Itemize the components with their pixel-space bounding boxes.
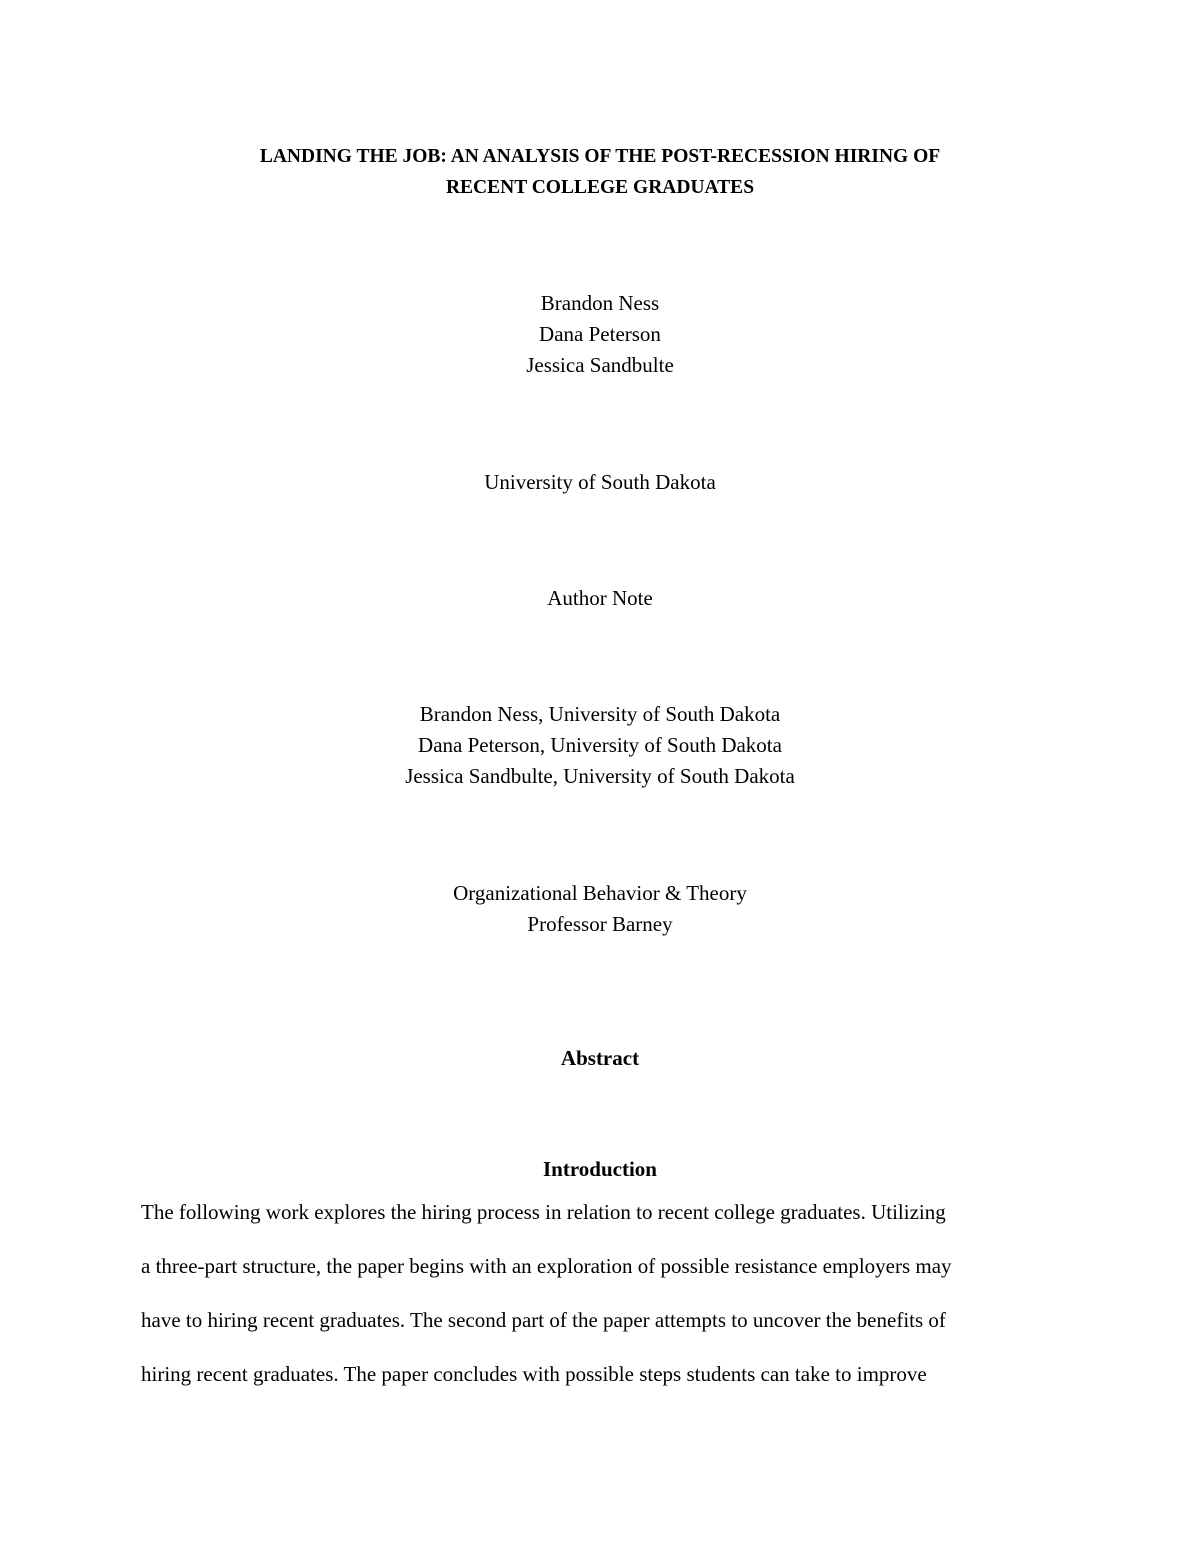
institution: University of South Dakota bbox=[484, 470, 716, 494]
author-note-line: Brandon Ness, University of South Dakota bbox=[419, 702, 781, 726]
course-name: Organizational Behavior & Theory bbox=[453, 881, 747, 905]
paragraph-line: have to hiring recent graduates. The second part of the paper attempts to uncover the benefits of bbox=[141, 1308, 946, 1332]
professor-name: Professor Barney bbox=[527, 912, 673, 936]
paragraph-line: a three-part structure, the paper begins with an exploration of possible resistance employers may bbox=[141, 1254, 952, 1278]
author-name: Jessica Sandbulte bbox=[526, 353, 674, 377]
introduction-heading: Introduction bbox=[543, 1157, 657, 1181]
author-note-heading: Author Note bbox=[547, 586, 653, 610]
author-name: Dana Peterson bbox=[539, 322, 661, 346]
paper-title-line-1: LANDING THE JOB: AN ANALYSIS OF THE POST-RECESSION HIRING OF bbox=[259, 146, 941, 167]
abstract-heading: Abstract bbox=[560, 1046, 640, 1070]
introduction-paragraph bbox=[141, 1185, 1061, 1401]
paragraph-line: hiring recent graduates. The paper concludes with possible steps students can take to improve bbox=[141, 1362, 927, 1386]
paragraph-line: The following work explores the hiring process in relation to recent college graduates. Utilizing bbox=[141, 1200, 946, 1224]
paper-title-line-2: RECENT COLLEGE GRADUATES bbox=[445, 177, 755, 198]
author-note-line: Dana Peterson, University of South Dakota bbox=[418, 733, 782, 757]
author-name: Brandon Ness bbox=[540, 291, 660, 315]
author-note-line: Jessica Sandbulte, University of South Dakota bbox=[405, 764, 795, 788]
